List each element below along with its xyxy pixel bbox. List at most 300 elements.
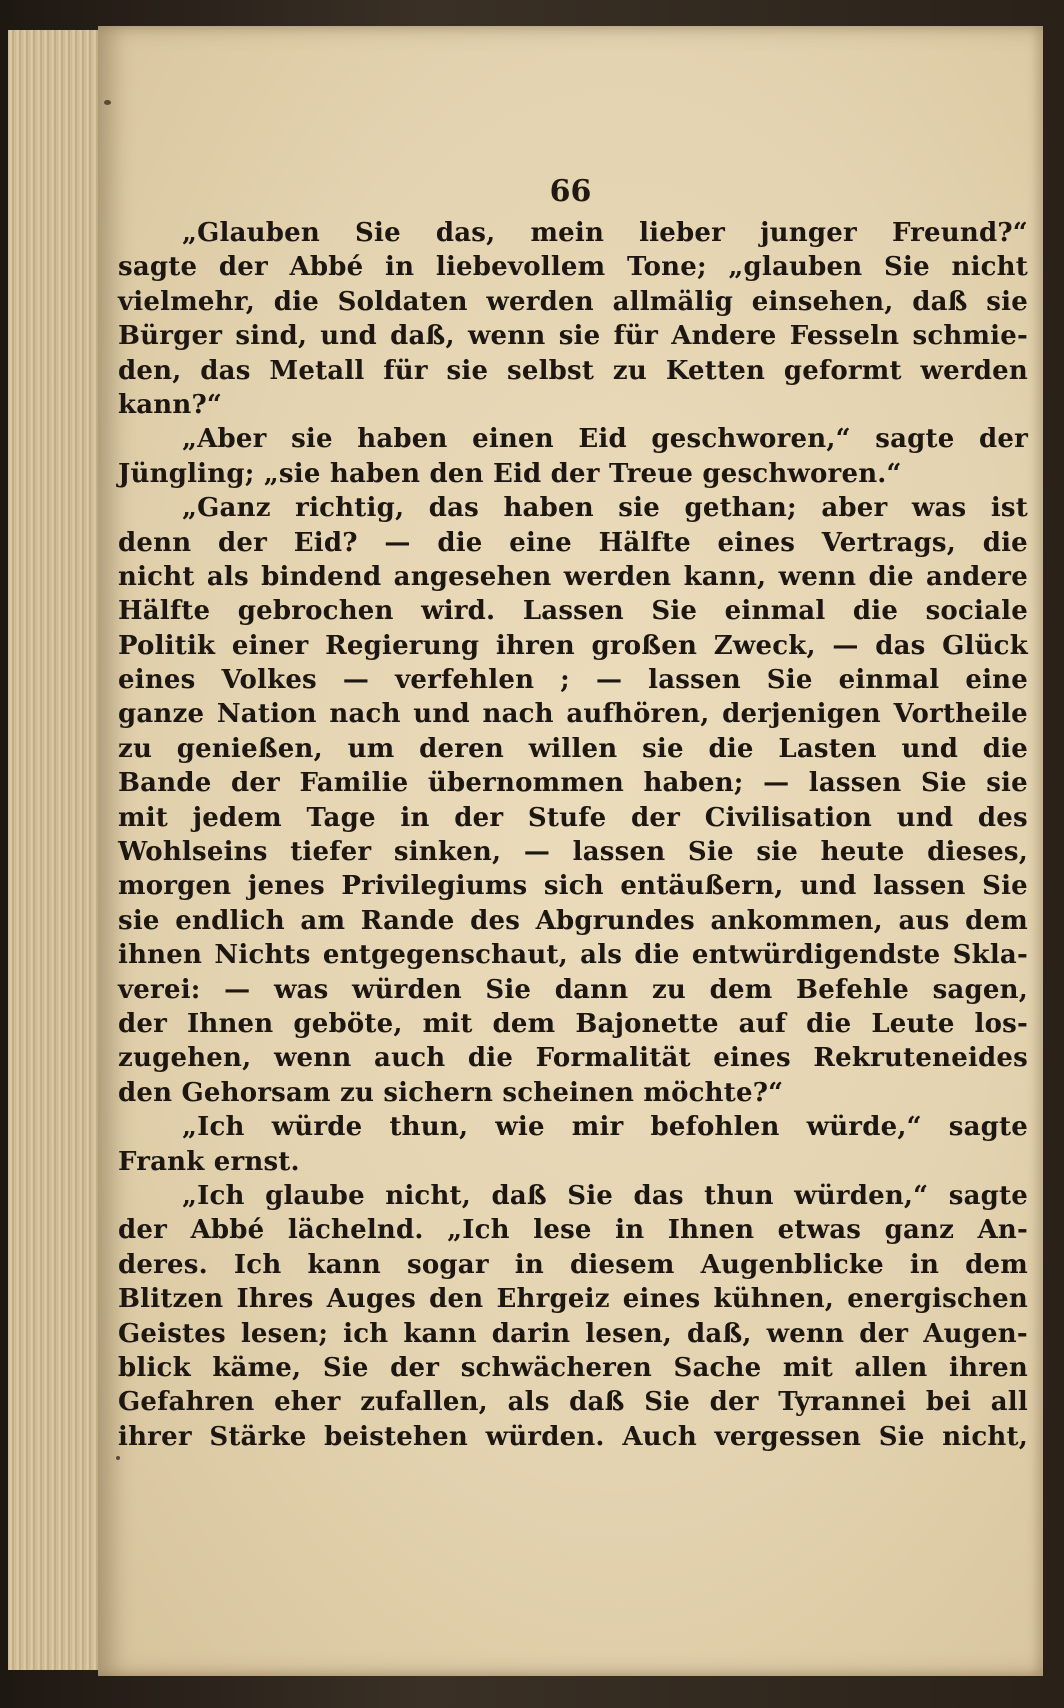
word: als — [507, 1387, 550, 1418]
word: entgegenschaut, — [322, 940, 568, 971]
word: schmie- — [912, 321, 1028, 352]
word: — — [523, 837, 551, 868]
word: Bande — [118, 768, 212, 799]
word: den — [429, 1284, 484, 1315]
word: aus — [898, 905, 950, 936]
word: Abbé — [190, 1215, 265, 1246]
word: Gefahren — [118, 1387, 255, 1418]
word: lesen, — [585, 1318, 673, 1349]
word: jedem — [192, 802, 282, 833]
word: Civilisation — [704, 802, 873, 833]
word: zu — [612, 355, 647, 386]
text-line — [118, 906, 1028, 940]
word: Sie — [651, 596, 698, 627]
word: sind, — [235, 321, 308, 352]
word: in — [615, 1215, 645, 1246]
word: Familie — [299, 768, 409, 799]
text-line — [118, 940, 1028, 974]
word: sie — [291, 424, 333, 455]
word: eher — [274, 1387, 341, 1418]
word: wird. — [421, 596, 496, 627]
word: würde,“ — [806, 1112, 922, 1143]
text-line — [118, 803, 1028, 837]
word: Soldaten — [337, 286, 468, 317]
word: beistehen — [324, 1421, 468, 1452]
word: Regierung — [325, 630, 480, 661]
word: entwürdigendste — [691, 940, 941, 971]
word: Nichts — [214, 940, 311, 971]
word: „Ich — [182, 1180, 245, 1211]
word: Metall — [269, 355, 365, 386]
word: Sie — [322, 1352, 369, 1383]
text-line — [118, 975, 1028, 1009]
word: ganze — [118, 699, 205, 730]
word: der — [978, 424, 1028, 455]
text-line — [118, 1147, 1028, 1181]
word: mit — [422, 1008, 473, 1039]
text-line — [118, 1319, 1028, 1353]
word: mit — [782, 1352, 833, 1383]
word: die — [852, 596, 899, 627]
word: der — [709, 1387, 759, 1418]
ink-speck — [104, 100, 111, 105]
word: — — [832, 630, 859, 661]
word: zufallen, — [360, 1387, 488, 1418]
text-line — [118, 871, 1028, 905]
word: dem — [965, 1249, 1028, 1280]
word: thun — [704, 1180, 774, 1211]
word: einsehen, — [751, 286, 894, 317]
word: das — [633, 1180, 684, 1211]
word: Abgrundes — [535, 905, 695, 936]
word: ist — [990, 493, 1028, 524]
word: daß — [491, 1180, 547, 1211]
word: zu — [651, 974, 687, 1005]
word: die — [982, 733, 1028, 764]
word: und — [320, 321, 377, 352]
word: lese — [533, 1215, 592, 1246]
word: gebrochen — [237, 596, 394, 627]
word: werden — [920, 355, 1028, 386]
text-line — [118, 734, 1028, 768]
word: Privilegiums — [341, 871, 528, 902]
word: eines — [118, 665, 196, 696]
word: sich — [543, 871, 604, 902]
word: eine — [965, 665, 1028, 696]
word: lassen — [572, 837, 666, 868]
word: An- — [977, 1215, 1028, 1246]
word: die — [708, 733, 754, 764]
word: wenn — [778, 561, 857, 592]
word: eines — [622, 1284, 701, 1315]
word: und — [799, 871, 857, 902]
word: Stärke — [209, 1421, 307, 1452]
word: die — [467, 1043, 514, 1074]
word: angesehen — [393, 561, 552, 592]
word: allmälig — [612, 286, 734, 317]
word: Augen- — [923, 1318, 1028, 1349]
word: sie — [118, 905, 160, 936]
word: Skla- — [952, 940, 1028, 971]
word: denn — [118, 527, 192, 558]
word: willen — [528, 733, 618, 764]
text-line — [118, 459, 1028, 493]
word: sie — [618, 493, 660, 524]
word: gethan; — [684, 493, 797, 524]
text-line — [118, 1387, 1028, 1421]
word: Hälfte — [118, 596, 211, 627]
word: tiefer — [290, 837, 372, 868]
word: „Ganz — [182, 493, 271, 524]
word: genießen, — [176, 733, 323, 764]
page-number: 66 — [549, 174, 592, 209]
word: vielmehr, — [118, 286, 256, 317]
word: andere — [926, 561, 1028, 592]
word: dem — [709, 974, 773, 1005]
word: werden — [563, 561, 672, 592]
word: dem — [492, 1008, 556, 1039]
word: Sie — [644, 1387, 690, 1418]
word: zugehen, — [118, 1043, 252, 1074]
word: Eid — [578, 424, 627, 455]
word: ankommen, — [710, 905, 883, 936]
word: sie — [756, 837, 798, 868]
text-line — [118, 287, 1028, 321]
word: nicht — [118, 561, 195, 592]
text-line — [118, 1250, 1028, 1284]
word: all — [990, 1387, 1028, 1418]
word: glaube — [265, 1180, 365, 1211]
word: Lassen — [522, 596, 624, 627]
text-line — [118, 1078, 1028, 1112]
text-line-content: kann?“ — [118, 389, 223, 420]
word: daß, — [390, 321, 455, 352]
word: selbst — [507, 355, 595, 386]
word: der — [390, 1352, 440, 1383]
word: Formalität — [535, 1043, 691, 1074]
word: des — [977, 802, 1028, 833]
word: lesen; — [240, 1318, 329, 1349]
word: sinken, — [393, 837, 502, 868]
word: auf — [738, 1008, 787, 1039]
text-line — [118, 1284, 1028, 1318]
word: die — [634, 940, 680, 971]
word: und — [896, 802, 954, 833]
word: — — [342, 665, 370, 696]
word: bindend — [261, 561, 382, 592]
word: sie — [986, 286, 1028, 317]
word: lächelnd. — [287, 1215, 424, 1246]
word: Stufe — [527, 802, 607, 833]
word: Vertrags, — [821, 527, 957, 558]
word: würde — [271, 1112, 363, 1143]
word: — — [224, 974, 251, 1005]
word: Auch — [622, 1421, 697, 1452]
word: einmal — [724, 596, 826, 627]
word: lassen — [873, 871, 966, 902]
word: energischen — [847, 1284, 1028, 1315]
word: verfehlen — [395, 665, 535, 696]
word: Freund?“ — [891, 218, 1028, 248]
word: der — [118, 1008, 168, 1039]
word: daß, — [687, 1318, 752, 1349]
text-line — [118, 1181, 1028, 1215]
word: als — [580, 940, 623, 971]
text-line — [118, 1112, 1028, 1146]
word: Fesseln — [789, 321, 900, 352]
word: Wohlseins — [118, 837, 268, 868]
word: würden. — [485, 1421, 605, 1452]
word: wenn — [273, 1043, 352, 1074]
word: ihren — [495, 630, 575, 661]
word: wenn — [766, 1318, 845, 1349]
text-line — [118, 596, 1028, 630]
word: der — [218, 252, 268, 283]
word: nach — [482, 699, 554, 730]
word: Sie — [920, 768, 967, 799]
word: eine — [509, 527, 572, 558]
word: verei: — [118, 974, 201, 1005]
word: Bajonette — [575, 1008, 719, 1039]
word: dieses, — [927, 837, 1028, 868]
word: Volkes — [221, 665, 317, 696]
word: sagte — [948, 1180, 1028, 1211]
word: liebevollem — [435, 252, 606, 283]
word: den, — [118, 355, 182, 386]
word: Sie — [567, 1180, 614, 1211]
word: nicht, — [942, 1421, 1028, 1452]
word: Zweck, — [713, 630, 816, 661]
word: in — [385, 252, 415, 283]
word: am — [300, 905, 346, 936]
word: was — [273, 974, 329, 1005]
word: des — [470, 905, 521, 936]
word: dem — [965, 905, 1028, 936]
word: sie — [446, 355, 489, 386]
word: der — [118, 1215, 168, 1246]
word: — — [595, 665, 623, 696]
word: — — [763, 768, 790, 799]
word: Nation — [216, 699, 317, 730]
word: Geistes — [118, 1318, 226, 1349]
word: Ketten — [665, 355, 766, 386]
word: Vortheile — [893, 699, 1028, 730]
word: ihren — [949, 1352, 1028, 1383]
word: als — [206, 561, 249, 592]
word: Politik — [118, 630, 216, 661]
word: nicht — [951, 252, 1028, 283]
word: und — [901, 733, 959, 764]
word: jenes — [247, 871, 325, 902]
word: eines — [713, 1043, 791, 1074]
word: Bürger — [118, 321, 223, 352]
word: kühnen, — [713, 1284, 835, 1315]
word: ; — [560, 665, 570, 696]
word: deren — [419, 733, 504, 764]
word: um — [347, 733, 395, 764]
word: das — [428, 493, 479, 524]
word: Sie — [485, 974, 532, 1005]
word: vergessen — [714, 1421, 862, 1452]
word: Ehrgeiz — [496, 1284, 610, 1315]
word: Andere — [671, 321, 777, 352]
word: junger — [760, 218, 857, 248]
word: geböte, — [293, 1008, 403, 1039]
word: dann — [554, 974, 629, 1005]
word: Sie — [884, 252, 930, 283]
text-line — [118, 768, 1028, 802]
word: Glück — [942, 630, 1028, 661]
word: lieber — [639, 218, 726, 248]
word: haben; — [643, 768, 744, 799]
word: eines — [717, 527, 796, 558]
word: daß — [569, 1387, 625, 1418]
word: Hälfte — [598, 527, 691, 558]
word: für — [383, 355, 428, 386]
word: einer — [231, 630, 309, 661]
word: Sie — [982, 871, 1028, 902]
word: allen — [854, 1352, 928, 1383]
text-line — [118, 424, 1028, 458]
word: Sie — [355, 218, 401, 248]
page-edges — [8, 30, 106, 1670]
word: sogar — [407, 1249, 489, 1280]
word: derjenigen — [722, 699, 881, 730]
word: in — [514, 1249, 544, 1280]
word: morgen — [118, 871, 232, 902]
word: heute — [820, 837, 905, 868]
body-text — [118, 218, 1028, 1456]
word: Auges — [326, 1284, 416, 1315]
word: aber — [821, 493, 888, 524]
text-line — [118, 321, 1028, 355]
word: übernommen — [427, 768, 624, 799]
word: Blitzen — [118, 1284, 224, 1315]
word: einmal — [838, 665, 940, 696]
word: mir — [571, 1112, 624, 1143]
word: diesem — [570, 1249, 675, 1280]
word: Tone; — [627, 252, 707, 283]
word: lassen — [808, 768, 902, 799]
word: thun, — [389, 1112, 469, 1143]
word: käme, — [212, 1352, 302, 1383]
text-line — [118, 1215, 1028, 1249]
word: das — [875, 630, 926, 661]
word: ihrer — [118, 1421, 192, 1452]
word: daß — [912, 286, 968, 317]
word: Augenblicke — [700, 1249, 884, 1280]
word: ganz — [884, 1215, 955, 1246]
word: „Ich — [182, 1112, 245, 1143]
word: Ihres — [236, 1284, 314, 1315]
word: Ihnen — [667, 1215, 755, 1246]
word: bei — [925, 1387, 972, 1418]
text-line-content: Jüngling; „sie haben den Eid der Treue geschworen.“ — [118, 458, 902, 489]
word: Eid? — [293, 527, 358, 558]
word: der — [859, 1318, 909, 1349]
word: nach — [329, 699, 401, 730]
word: einen — [472, 424, 554, 455]
word: sagte — [118, 252, 198, 283]
word: ihnen — [118, 940, 203, 971]
word: der — [218, 527, 268, 558]
word: die — [273, 286, 319, 317]
word: die — [982, 527, 1028, 558]
word: befohlen — [650, 1112, 780, 1143]
word: sie — [558, 321, 601, 352]
word: würden — [351, 974, 462, 1005]
word: Leute — [871, 1008, 955, 1039]
word: — — [384, 527, 411, 558]
word: die — [437, 527, 483, 558]
word: lassen — [648, 665, 741, 696]
word: Sie — [687, 837, 734, 868]
word: kann — [307, 1249, 381, 1280]
word: Abbé — [289, 252, 364, 283]
ink-speck — [116, 1456, 120, 1460]
word: Sache — [673, 1352, 762, 1383]
word: aufhören, — [566, 699, 710, 730]
word: schwächeren — [460, 1352, 652, 1383]
word: das, — [435, 218, 496, 248]
word: geformt — [783, 355, 902, 386]
text-line — [118, 528, 1028, 562]
word: darin — [491, 1318, 571, 1349]
text-line — [118, 493, 1028, 527]
text-line — [118, 252, 1028, 286]
word: die — [806, 1008, 852, 1039]
word: nicht, — [385, 1180, 472, 1211]
text-line — [118, 1043, 1028, 1077]
word: und — [413, 699, 470, 730]
word: Lasten — [778, 733, 877, 764]
word: richtig, — [295, 493, 405, 524]
word: sie — [986, 768, 1028, 799]
text-line — [118, 1009, 1028, 1043]
word: großen — [591, 630, 698, 661]
text-line — [118, 218, 1028, 252]
word: mein — [530, 218, 605, 248]
word: Sie — [878, 1421, 925, 1452]
word: entäußern, — [620, 871, 784, 902]
word: blick — [118, 1352, 191, 1383]
word: sagte — [875, 424, 955, 455]
word: sagen, — [932, 974, 1028, 1005]
word: „Aber — [182, 424, 267, 455]
word: Ihnen — [186, 1008, 274, 1039]
word: Ich — [233, 1249, 282, 1280]
word: sagte — [948, 1112, 1028, 1143]
word: wie — [495, 1112, 545, 1143]
word: „Glauben — [182, 218, 321, 248]
word: Befehle — [796, 974, 910, 1005]
text-line — [118, 1422, 1028, 1456]
word: in — [400, 802, 430, 833]
word: mit — [118, 802, 168, 833]
text-line-content: Frank ernst. — [118, 1146, 300, 1177]
word: kann — [403, 1318, 477, 1349]
word: die — [868, 561, 914, 592]
word: kann, — [683, 561, 767, 592]
word: etwas — [777, 1215, 862, 1246]
word: geschworen,“ — [651, 424, 851, 455]
word: haben — [357, 424, 448, 455]
word: ich — [343, 1318, 389, 1349]
word: deres. — [118, 1249, 208, 1280]
text-line — [118, 631, 1028, 665]
word: zu — [118, 733, 153, 764]
word: in — [909, 1249, 940, 1280]
